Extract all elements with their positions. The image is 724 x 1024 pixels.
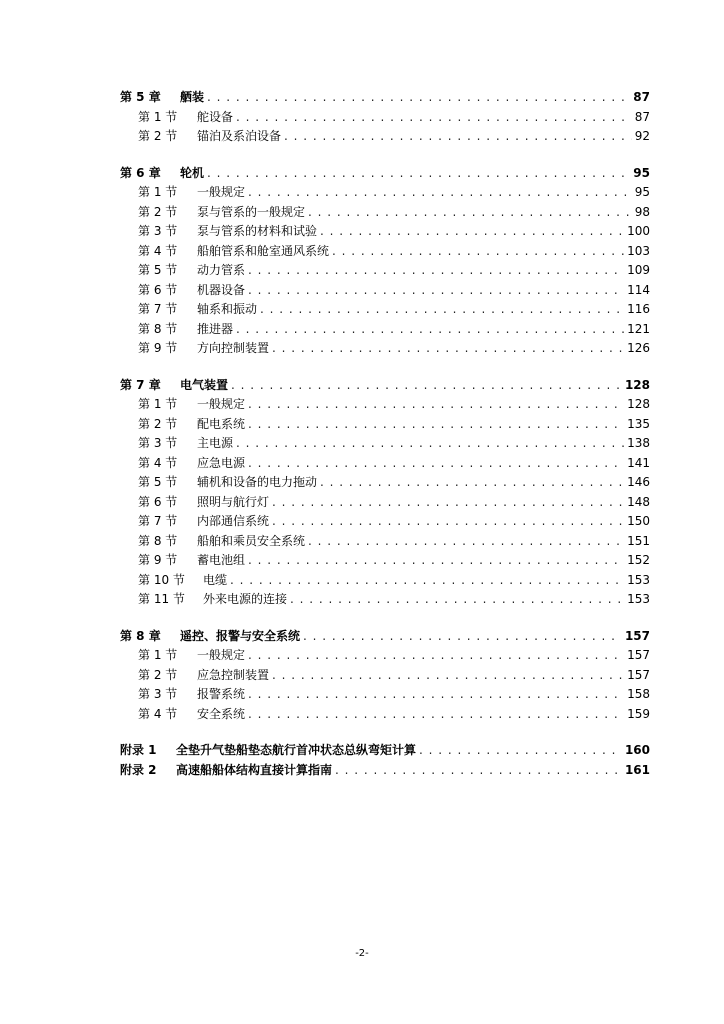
toc-section-entry[interactable] <box>120 339 650 359</box>
toc-section-entry[interactable] <box>120 646 650 666</box>
toc-entry-title: 舵设备 <box>197 109 234 124</box>
toc-entry-page: 159 <box>627 706 650 721</box>
toc-entry-title: 船舶和乘员安全系统 <box>197 533 306 548</box>
toc-entry-number: 第 6 节 <box>138 282 178 297</box>
toc-entry-page: 157 <box>624 628 650 643</box>
dot-leader <box>335 763 622 777</box>
toc-entry-title: 主电源 <box>197 436 234 450</box>
toc-entry-number: 第 5 章 <box>120 90 161 104</box>
toc-entry-title: 配电系统 <box>197 416 246 431</box>
toc-entry-title: 应急控制装置 <box>197 667 270 682</box>
toc-entry-number: 第 3 节 <box>138 436 178 450</box>
toc-entry-page: 146 <box>627 475 650 489</box>
dot-leader <box>303 629 622 643</box>
toc-section-entry[interactable] <box>120 183 650 203</box>
toc-entry-title: 电气装置 <box>180 377 229 392</box>
toc-entry-number: 第 2 节 <box>138 416 178 431</box>
toc-entry-title: 船舶管系和舱室通风系统 <box>197 243 330 258</box>
toc-entry-number: 第 1 节 <box>138 397 178 411</box>
dot-leader <box>419 743 622 757</box>
toc-appendix-entry[interactable] <box>120 741 650 761</box>
toc-section-entry[interactable] <box>120 300 650 320</box>
toc-entry-title: 一般规定 <box>197 648 246 662</box>
toc-entry-number: 第 4 节 <box>138 243 178 258</box>
toc-entry-page: 141 <box>627 455 650 470</box>
toc-section-entry[interactable] <box>120 108 650 128</box>
toc-entry-title: 全垫升气垫船垫态航行首冲状态总纵弯矩计算 <box>176 743 417 757</box>
toc-section-entry[interactable] <box>120 512 650 532</box>
toc-chapter-entry[interactable] <box>120 164 650 184</box>
toc-entry-title: 辅机和设备的电力拖动 <box>197 475 318 489</box>
dot-leader <box>236 110 632 124</box>
dot-leader <box>248 707 624 721</box>
dot-leader <box>248 648 624 662</box>
toc-entry-title: 遥控、报警与安全系统 <box>180 628 301 643</box>
toc-entry-page: 157 <box>627 667 650 682</box>
toc-entry-number: 附录 1 <box>120 743 157 757</box>
toc-entry-number: 第 4 节 <box>138 706 178 721</box>
toc-entry-title: 内部通信系统 <box>197 514 270 528</box>
toc-entry-page: 100 <box>627 224 650 238</box>
toc-section-entry[interactable] <box>120 127 650 147</box>
dot-leader <box>284 129 632 143</box>
toc-section-entry[interactable] <box>120 320 650 340</box>
dot-leader <box>248 185 632 199</box>
toc-entry-number: 第 6 节 <box>138 494 178 509</box>
toc-entry-number: 第 9 节 <box>138 553 178 567</box>
toc-entry-title: 一般规定 <box>197 185 246 199</box>
toc-entry-title: 舾装 <box>180 90 205 104</box>
toc-entry-number: 第 2 节 <box>138 204 178 219</box>
toc-section-entry[interactable] <box>120 222 650 242</box>
dot-leader <box>272 514 624 528</box>
toc-entry-page: 98 <box>634 204 650 219</box>
toc-section-entry[interactable] <box>120 281 650 301</box>
toc-entry-title: 高速船船体结构直接计算指南 <box>176 762 333 777</box>
toc-entry-title: 锚泊及系泊设备 <box>197 129 282 143</box>
toc-entry-page: 135 <box>627 416 650 431</box>
toc-entry-title: 轴系和振动 <box>197 302 258 316</box>
dot-leader <box>290 592 624 606</box>
toc-section-entry[interactable] <box>120 203 650 223</box>
dot-leader <box>272 668 624 682</box>
toc-entry-title: 照明与航行灯 <box>197 494 270 509</box>
toc-section-entry[interactable] <box>120 551 650 571</box>
dot-leader <box>272 341 624 355</box>
toc-entry-page: 152 <box>627 553 650 567</box>
dot-leader <box>320 224 624 238</box>
toc-entry-page: 161 <box>624 762 650 777</box>
toc-entry-title: 报警系统 <box>197 687 246 701</box>
dot-leader <box>248 283 624 297</box>
toc-entry-number: 第 3 节 <box>138 224 178 238</box>
dot-leader <box>207 166 630 180</box>
dot-leader <box>248 397 624 411</box>
toc-entry-page: 138 <box>627 436 650 450</box>
toc-entry-title: 轮机 <box>180 165 205 180</box>
toc-section-entry[interactable] <box>120 666 650 686</box>
dot-leader <box>236 322 624 336</box>
toc-entry-title: 蓄电池组 <box>197 553 246 567</box>
toc-entry-page: 126 <box>627 341 650 355</box>
toc-entry-title: 泵与管系的材料和试验 <box>197 224 318 238</box>
toc-entry-title: 外来电源的连接 <box>203 592 288 606</box>
toc-section-entry[interactable] <box>120 473 650 493</box>
page-number: -2- <box>355 948 369 959</box>
toc-entry-number: 第 11 节 <box>138 592 185 606</box>
dot-leader <box>308 205 632 219</box>
toc-section-entry[interactable] <box>120 571 650 591</box>
toc-entry-title: 应急电源 <box>197 455 246 470</box>
toc-entry-number: 附录 2 <box>120 762 157 777</box>
toc-entry-number: 第 10 节 <box>138 572 185 587</box>
toc-entry-page: 128 <box>624 377 650 392</box>
toc-entry-page: 128 <box>627 397 650 411</box>
toc-entry-page: 95 <box>634 185 650 199</box>
dot-leader <box>248 687 624 701</box>
toc-entry-page: 160 <box>624 743 650 757</box>
toc-section-entry[interactable] <box>120 415 650 435</box>
toc-entry-number: 第 3 节 <box>138 687 178 701</box>
table-of-contents <box>120 88 650 780</box>
toc-section-entry[interactable] <box>120 454 650 474</box>
toc-chapter-entry[interactable] <box>120 88 650 108</box>
toc-section-entry[interactable] <box>120 242 650 262</box>
toc-entry-number: 第 8 节 <box>138 533 178 548</box>
toc-chapter-entry[interactable] <box>120 376 650 396</box>
toc-entry-number: 第 4 节 <box>138 455 178 470</box>
toc-entry-number: 第 7 节 <box>138 302 178 316</box>
toc-entry-page: 148 <box>627 494 650 509</box>
toc-entry-page: 150 <box>627 514 650 528</box>
toc-entry-title: 方向控制装置 <box>197 341 270 355</box>
toc-entry-number: 第 1 节 <box>138 109 178 124</box>
dot-leader <box>260 302 624 316</box>
toc-entry-number: 第 6 章 <box>120 165 161 180</box>
toc-entry-page: 157 <box>627 648 650 662</box>
toc-entry-page: 103 <box>627 243 650 258</box>
toc-chapter-entry[interactable] <box>120 627 650 647</box>
toc-entry-page: 87 <box>633 90 650 104</box>
dot-leader <box>207 90 630 104</box>
toc-section-entry[interactable] <box>120 685 650 705</box>
toc-entry-page: 95 <box>633 165 650 180</box>
toc-entry-number: 第 9 节 <box>138 341 178 355</box>
dot-leader <box>308 534 624 548</box>
toc-entry-title: 安全系统 <box>197 706 246 721</box>
toc-entry-page: 153 <box>627 572 650 587</box>
toc-section-entry[interactable] <box>120 261 650 281</box>
toc-entry-page: 116 <box>627 302 650 316</box>
dot-leader <box>332 244 624 258</box>
toc-entry-number: 第 7 章 <box>120 377 161 392</box>
toc-entry-number: 第 1 节 <box>138 185 178 199</box>
toc-section-entry[interactable] <box>120 532 650 552</box>
toc-entry-page: 92 <box>634 129 650 143</box>
dot-leader <box>320 475 624 489</box>
toc-section-entry[interactable] <box>120 395 650 415</box>
dot-leader <box>272 495 624 509</box>
toc-section-entry[interactable] <box>120 434 650 454</box>
toc-entry-title: 动力管系 <box>197 263 246 277</box>
toc-section-entry[interactable] <box>120 590 650 610</box>
dot-leader <box>248 553 624 567</box>
toc-entry-title: 机器设备 <box>197 282 246 297</box>
dot-leader <box>248 417 624 431</box>
toc-entry-number: 第 5 节 <box>138 475 178 489</box>
dot-leader <box>248 456 624 470</box>
toc-appendix-entry[interactable] <box>120 761 650 781</box>
toc-entry-number: 第 5 节 <box>138 263 178 277</box>
toc-entry-page: 121 <box>627 321 650 336</box>
toc-entry-page: 87 <box>634 109 650 124</box>
toc-section-entry[interactable] <box>120 705 650 725</box>
toc-entry-number: 第 7 节 <box>138 514 178 528</box>
toc-entry-number: 第 1 节 <box>138 648 178 662</box>
toc-entry-page: 114 <box>627 282 650 297</box>
toc-entry-number: 第 8 章 <box>120 628 161 643</box>
toc-entry-title: 泵与管系的一般规定 <box>197 204 306 219</box>
toc-entry-title: 一般规定 <box>197 397 246 411</box>
toc-entry-title: 推进器 <box>197 321 234 336</box>
toc-entry-number: 第 2 节 <box>138 667 178 682</box>
toc-entry-number: 第 2 节 <box>138 129 178 143</box>
toc-entry-page: 109 <box>627 263 650 277</box>
toc-entry-page: 153 <box>627 592 650 606</box>
dot-leader <box>248 263 624 277</box>
toc-entry-number: 第 8 节 <box>138 321 178 336</box>
toc-entry-title: 电缆 <box>203 572 228 587</box>
toc-section-entry[interactable] <box>120 493 650 513</box>
toc-entry-page: 151 <box>627 533 650 548</box>
dot-leader <box>236 436 624 450</box>
toc-entry-page: 158 <box>627 687 650 701</box>
dot-leader <box>231 378 622 392</box>
dot-leader <box>230 573 624 587</box>
